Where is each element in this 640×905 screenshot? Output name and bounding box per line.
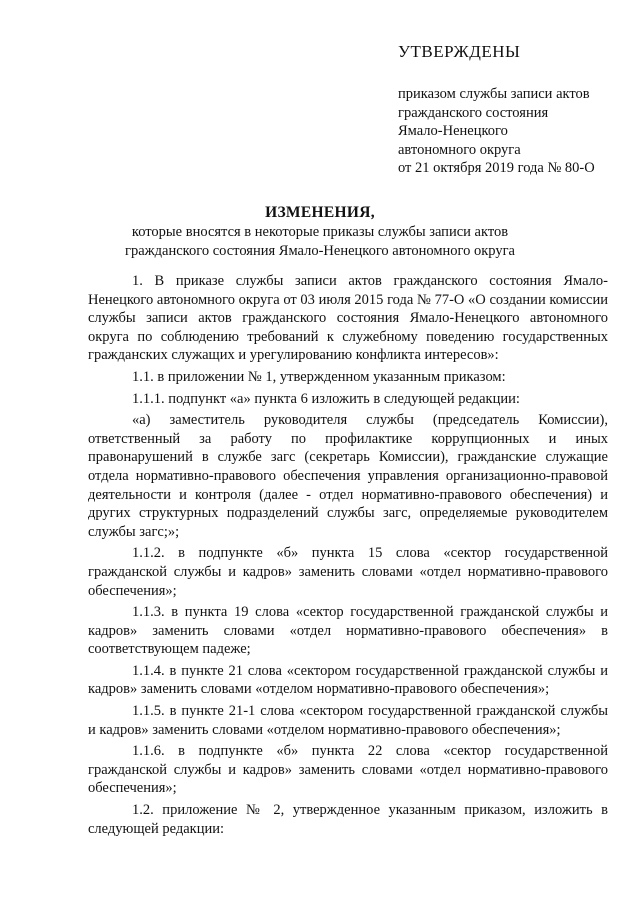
approval-heading: УТВЕРЖДЕНЫ — [398, 42, 521, 61]
approval-line: автономного округа — [398, 141, 521, 158]
paragraph: 1.1.4. в пункте 21 слова «сектором государственной гражданской службы и кадров» заменить словами «отделом нормативно-правового обеспечения»; — [88, 662, 608, 698]
paragraph: 1.1.6. в подпункте «б» пункта 22 слова «сектор государственной гражданской службы и кадров» заменить словами «отдел нормативно-правового обеспечения»; — [88, 743, 608, 797]
document-subtitle: которые вносятся в некоторые приказы службы записи актов гражданского состояния Ямало-Ненецкого автономного округа — [125, 224, 515, 259]
approval-line: приказом службы записи актов — [398, 86, 590, 102]
document-body — [88, 272, 608, 841]
paragraph: 1.1. в приложении № 1, утвержденном указанным приказом: — [132, 368, 506, 385]
paragraph: «а) заместитель руководителя службы (председатель Комиссии), ответственный за работу по профилактике коррупционных и иных правонарушений в службе загс (секретарь Комиссии), гражданские служащие отдела нормативно-правового обеспечения управления организационно-правовой деятельности и контроля (далее - отдел нормативно-правового обеспечения) и других структурных подразделений службы загс, определяемые руководителем службы загс;»; — [88, 412, 608, 540]
paragraph: 1.1.1. подпункт «а» пункта 6 изложить в следующей редакции: — [132, 390, 520, 407]
document-title: ИЗМЕНЕНИЯ, — [265, 204, 375, 221]
paragraph: 1.1.3. в пункта 19 слова «сектор государственной гражданской службы и кадров» заменить словами «отдел нормативно-правового обеспечения» в соответствующем падеже; — [88, 604, 608, 658]
paragraph: 1.1.2. в подпункте «б» пункта 15 слова «сектор государственной гражданской службы и кадров» заменить словами «отдел нормативно-правового обеспечения»; — [88, 545, 608, 599]
paragraph: 1.1.5. в пункте 21-1 слова «сектором государственной гражданской службы и кадров» заменить словами «отделом нормативно-правового обеспечения»; — [88, 703, 608, 738]
paragraph: 1. В приказе службы записи актов гражданского состояния Ямало-Ненецкого автономного округа от 03 июля 2015 года № 77-О «О создании комиссии службы записи актов гражданского состояния Ямало-Ненецкого автономного округа по соблюдению требований к служебному поведению государственных гражданских служащих и урегулированию конфликта интересов»: — [88, 273, 608, 364]
paragraph: 1.2. приложение № 2, утвержденное указанным приказом, изложить в следующей редакции: — [88, 802, 608, 837]
approval-reference — [398, 85, 628, 178]
approval-line: Ямало-Ненецкого — [398, 123, 508, 140]
approval-line: от 21 октября 2019 года № 80-О — [398, 160, 595, 177]
approval-line: гражданского состояния — [398, 104, 549, 121]
